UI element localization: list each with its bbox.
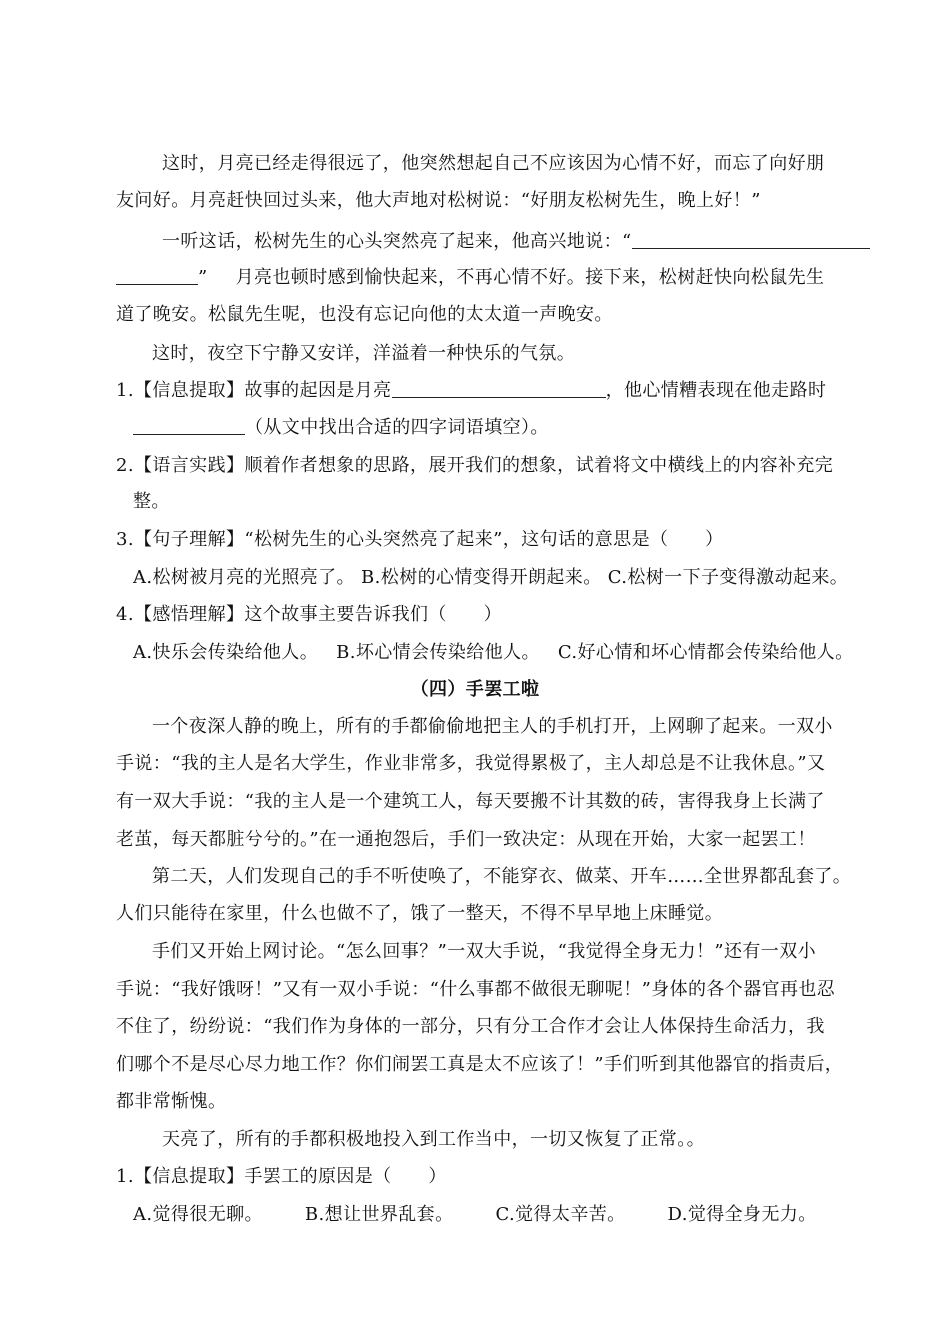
story3-paragraph3: 这时，夜空下宁静又安详，洋溢着一种快乐的气氛。 [152,343,576,364]
question-4-options [133,641,854,665]
option-d[interactable]: D.觉得全身无力。 [667,1204,817,1225]
story3-paragraph2-line2 [116,266,824,290]
option-c[interactable]: C.觉得太辛苦。 [495,1204,626,1225]
question-1-prompt: 1.【信息提取】故事的起因是月亮 [116,380,392,401]
question-1-line2 [133,416,549,440]
story3-paragraph1-line2: 友问好。月亮赶快回过头来，他大声地对松树说：“好朋友松树先生，晚上好！” [116,190,761,211]
story4-paragraph3-line5: 都非常惭愧。 [116,1091,227,1112]
story4-paragraph3-line4: 们哪个不是尽心尽力地工作？你们闹罢工真是太不应该了！”手们听到其他器官的指责后， [116,1054,844,1075]
story4-question-1-options [133,1203,817,1227]
answer-blank[interactable] [133,416,245,435]
question-1-line1 [116,379,826,403]
question-3: 3.【句子理解】“松树先生的心头突然亮了起来”，这句话的意思是（ ） [116,529,724,550]
answer-blank[interactable] [392,379,606,398]
story3-paragraph2-line1 [162,230,870,254]
question-1-prompt-cont: ，他心情糟表现在他走路时 [605,380,827,401]
story4-paragraph3-line1: 手们又开始上网讨论。“怎么回事？”一双大手说，“我觉得全身无力！”还有一双小 [152,941,817,962]
option-a[interactable]: A.快乐会传染给他人。 [133,642,319,663]
question-4: 4.【感悟理解】这个故事主要告诉我们（ ） [116,604,502,625]
question-2-line2: 整。 [133,491,170,512]
story3-paragraph1-line1: 这时，月亮已经走得很远了，他突然想起自己不应该因为心情不好，而忘了向好朋 [162,153,825,174]
answer-blank[interactable] [116,266,198,285]
story4-paragraph1-line2: 手说：“我的主人是名大学生，作业非常多，我觉得累极了，主人却总是不让我休息。”又 [116,753,826,774]
story3-paragraph2-text: 一听这话，松树先生的心头突然亮了起来，他高兴地说：“ [162,231,632,252]
option-c[interactable]: C.松树一下子变得激动起来。 [607,567,849,588]
option-b[interactable]: B.想让世界乱套。 [304,1204,454,1225]
question-3-options [133,566,848,590]
story4-paragraph1-line4: 老茧，每天都脏兮兮的。”在一通抱怨后，手们一致决定：从现在开始，大家一起罢工！ [116,829,816,850]
option-b[interactable]: B.松树的心情变得开朗起来。 [361,567,602,588]
story4-paragraph4: 天亮了，所有的手都积极地投入到工作当中，一切又恢复了正常。。 [162,1129,705,1150]
question-1-instruction: （从文中找出合适的四字词语填空）。 [245,417,549,438]
option-c[interactable]: C.好心情和坏心情都会传染给他人。 [557,642,854,663]
story4-paragraph2-line1: 第二天，人们发现自己的手不听使唤了，不能穿衣、做菜、开车……全世界都乱套了。 [152,866,852,887]
story4-paragraph1-line1: 一个夜深人静的晚上，所有的手都偷偷地把主人的手机打开，上网聊了起来。一双小 [152,716,833,737]
option-a[interactable]: A.觉得很无聊。 [133,1204,263,1225]
story4-paragraph3-line3: 不住了，纷纷说：“我们作为身体的一部分，只有分工合作才会让人体保持生命活力，我 [116,1016,825,1037]
section-title: （四）手罢工啦 [410,679,540,700]
option-b[interactable]: B.坏心情会传染给他人。 [336,642,540,663]
story4-paragraph1-line3: 有一双大手说：“我的主人是一个建筑工人，每天要搬不计其数的砖，害得我身上长满了 [116,791,825,812]
answer-blank[interactable] [632,230,870,249]
closing-quote: ” [198,267,208,288]
story3-paragraph2-text: 月亮也顿时感到愉快起来，不再心情不好。接下来，松树赶快向松鼠先生 [235,267,825,288]
story4-question-1: 1.【信息提取】手罢工的原因是（ ） [116,1166,447,1187]
option-a[interactable]: A.松树被月亮的光照亮了。 [133,567,355,588]
story4-paragraph2-line2: 人们只能待在家里，什么也做不了，饿了一整天，不得不早早地上床睡觉。 [116,903,724,924]
question-2-line1: 2.【语言实践】顺着作者想象的思路，展开我们的想象，试着将文中横线上的内容补充完 [116,455,834,476]
story4-paragraph3-line2: 手说：“我好饿呀！”又有一双小手说：“什么事都不做很无聊呢！”身体的各个器官再也忍 [116,979,836,1000]
story3-paragraph2-line3: 道了晚安。松鼠先生呢，也没有忘记向他的太太道一声晚安。 [116,304,613,325]
